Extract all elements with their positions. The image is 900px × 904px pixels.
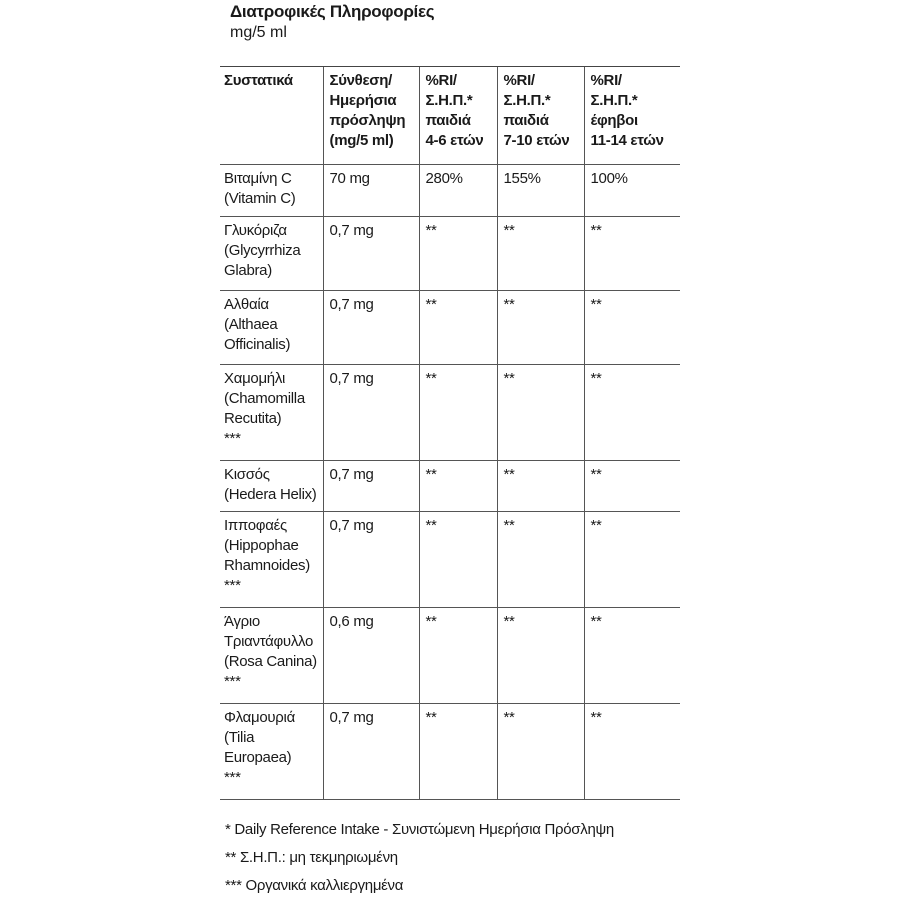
footnotes xyxy=(225,820,614,904)
composition-cell: 70 mg xyxy=(323,165,419,217)
ri-children-4-6-cell: ** xyxy=(419,217,497,291)
title: Διατροφικές Πληροφορίες xyxy=(230,2,435,21)
ingredient-cell: Άγριο Τριαντάφυλλο (Rosa Canina) *** xyxy=(220,608,323,704)
header-ingredients: Συστατικά xyxy=(220,67,323,165)
table-row xyxy=(220,165,680,217)
ingredient-cell: Βιταμίνη C (Vitamin C) xyxy=(220,165,323,217)
subtitle: mg/5 ml xyxy=(230,24,287,41)
ri-children-7-10-cell: ** xyxy=(497,512,584,608)
table-row xyxy=(220,608,680,704)
composition-cell: 0,7 mg xyxy=(323,704,419,800)
ri-teens-11-14-cell: ** xyxy=(584,704,680,800)
footnote-not-established: ** Σ.Η.Π.: μη τεκμηριωμένη xyxy=(225,849,398,866)
ingredient-cell: Χαμομήλι (Chamomilla Recutita) *** xyxy=(220,365,323,461)
table-row xyxy=(220,704,680,800)
ri-children-4-6-cell: ** xyxy=(419,291,497,365)
ri-teens-11-14-cell: ** xyxy=(584,461,680,512)
footnote-daily-reference: * Daily Reference Intake - Συνιστώμενη Ημερήσια Πρόσληψη xyxy=(225,821,614,838)
nutrition-table-container xyxy=(220,66,680,800)
table-row xyxy=(220,512,680,608)
ingredient-cell: Κισσός (Hedera Helix) xyxy=(220,461,323,512)
table-row xyxy=(220,217,680,291)
ri-children-4-6-cell: 280% xyxy=(419,165,497,217)
ri-teens-11-14-cell: ** xyxy=(584,608,680,704)
ingredient-cell: Ιπποφαές (Hippophae Rhamnoides) *** xyxy=(220,512,323,608)
composition-cell: 0,7 mg xyxy=(323,512,419,608)
composition-cell: 0,6 mg xyxy=(323,608,419,704)
ri-children-7-10-cell: ** xyxy=(497,608,584,704)
ri-children-4-6-cell: ** xyxy=(419,608,497,704)
header-ri-children-7-10: %RI/ Σ.Η.Π.* παιδιά 7-10 ετών xyxy=(497,67,584,165)
ri-children-7-10-cell: ** xyxy=(497,704,584,800)
composition-cell: 0,7 mg xyxy=(323,217,419,291)
ri-children-4-6-cell: ** xyxy=(419,461,497,512)
composition-cell: 0,7 mg xyxy=(323,365,419,461)
ingredient-cell: Φλαμουριά (Tilia Europaea) *** xyxy=(220,704,323,800)
ri-teens-11-14-cell: ** xyxy=(584,291,680,365)
table-row xyxy=(220,291,680,365)
ri-children-7-10-cell: ** xyxy=(497,461,584,512)
footnote-organic: *** Οργανικά καλλιεργημένα xyxy=(225,877,404,894)
table-body xyxy=(220,165,680,800)
header-ri-children-4-6: %RI/ Σ.Η.Π.* παιδιά 4-6 ετών xyxy=(419,67,497,165)
composition-cell: 0,7 mg xyxy=(323,291,419,365)
header-composition: Σύνθεση/ Ημερήσια πρόσληψη (mg/5 ml) xyxy=(323,67,419,165)
ri-children-4-6-cell: ** xyxy=(419,512,497,608)
table-header-row xyxy=(220,67,680,165)
ri-teens-11-14-cell: ** xyxy=(584,512,680,608)
table-row xyxy=(220,365,680,461)
ri-children-7-10-cell: ** xyxy=(497,291,584,365)
ri-children-4-6-cell: ** xyxy=(419,365,497,461)
ri-children-4-6-cell: ** xyxy=(419,704,497,800)
ri-children-7-10-cell: ** xyxy=(497,365,584,461)
nutrition-table xyxy=(220,66,680,800)
table-row xyxy=(220,461,680,512)
ingredient-cell: Αλθαία (Althaea Officinalis) xyxy=(220,291,323,365)
header-ri-teens-11-14: %RI/ Σ.Η.Π.* έφηβοι 11-14 ετών xyxy=(584,67,680,165)
ri-teens-11-14-cell: ** xyxy=(584,217,680,291)
ri-teens-11-14-cell: 100% xyxy=(584,165,680,217)
ri-children-7-10-cell: 155% xyxy=(497,165,584,217)
ri-children-7-10-cell: ** xyxy=(497,217,584,291)
ri-teens-11-14-cell: ** xyxy=(584,365,680,461)
ingredient-cell: Γλυκόριζα (Glycyrrhiza Glabra) xyxy=(220,217,323,291)
composition-cell: 0,7 mg xyxy=(323,461,419,512)
